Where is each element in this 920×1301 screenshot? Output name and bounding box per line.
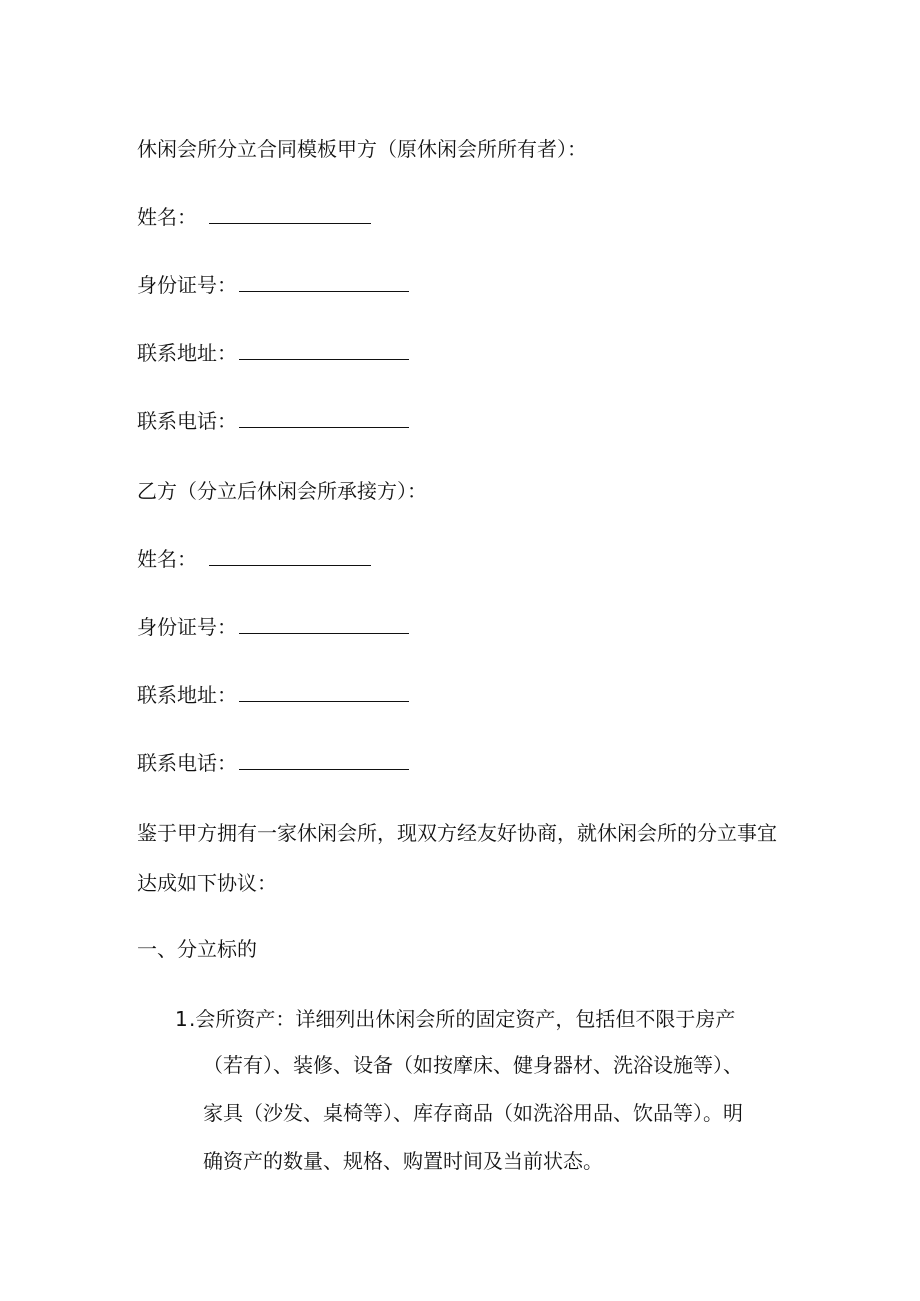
preamble-line-2 <box>137 869 277 897</box>
party-b-heading <box>137 477 427 505</box>
party-a-phone-row <box>137 407 409 435</box>
party-b-name-label: 姓名： <box>137 547 197 571</box>
party-b-phone-label: 联系电话： <box>137 751 237 775</box>
party-a-phone-blank[interactable] <box>239 407 409 428</box>
item-1-number: 1 <box>175 1007 188 1031</box>
party-b-address-blank[interactable] <box>239 681 409 702</box>
preamble-text-2: 达成如下协议： <box>137 871 277 895</box>
party-a-phone-label: 联系电话： <box>137 409 237 433</box>
party-a-title <box>137 135 587 163</box>
party-b-phone-row <box>137 749 409 777</box>
party-a-id-label: 身份证号： <box>137 273 237 297</box>
party-b-id-label: 身份证号： <box>137 615 237 639</box>
party-b-name-row <box>137 545 371 573</box>
preamble-line-1 <box>137 819 777 847</box>
party-b-address-row <box>137 681 409 709</box>
section-1-heading-text: 一、分立标的 <box>137 937 257 961</box>
party-a-address-label: 联系地址： <box>137 341 237 365</box>
item-1-line-4: 确资产的数量、规格、购置时间及当前状态。 <box>203 1149 603 1173</box>
party-a-id-row <box>137 271 409 299</box>
party-a-name-label: 姓名： <box>137 205 197 229</box>
party-a-address-blank[interactable] <box>239 339 409 360</box>
party-b-phone-blank[interactable] <box>239 749 409 770</box>
item-1-line-1: .会所资产：详细列出休闲会所的固定资产，包括但不限于房产 <box>189 1007 736 1031</box>
party-b-id-row <box>137 613 409 641</box>
party-b-address-label: 联系地址： <box>137 683 237 707</box>
party-b-heading-text: 乙方（分立后休闲会所承接方）： <box>137 479 427 503</box>
party-b-name-blank[interactable] <box>209 545 371 566</box>
party-a-title-text: 休闲会所分立合同模板甲方（原休闲会所所有者）： <box>137 137 587 161</box>
party-a-name-blank[interactable] <box>209 203 371 224</box>
party-a-name-row <box>137 203 371 231</box>
party-a-id-blank[interactable] <box>239 271 409 292</box>
item-1-line-3: 家具（沙发、桌椅等）、库存商品（如洗浴用品、饮品等）。明 <box>203 1101 743 1125</box>
party-a-address-row <box>137 339 409 367</box>
preamble-text-1: 鉴于甲方拥有一家休闲会所，现双方经友好协商，就休闲会所的分立事宜 <box>137 821 777 845</box>
item-1-line-2: （若有）、装修、设备（如按摩床、健身器材、洗浴设施等）、 <box>203 1053 743 1077</box>
party-b-id-blank[interactable] <box>239 613 409 634</box>
section-1-heading <box>137 935 257 963</box>
